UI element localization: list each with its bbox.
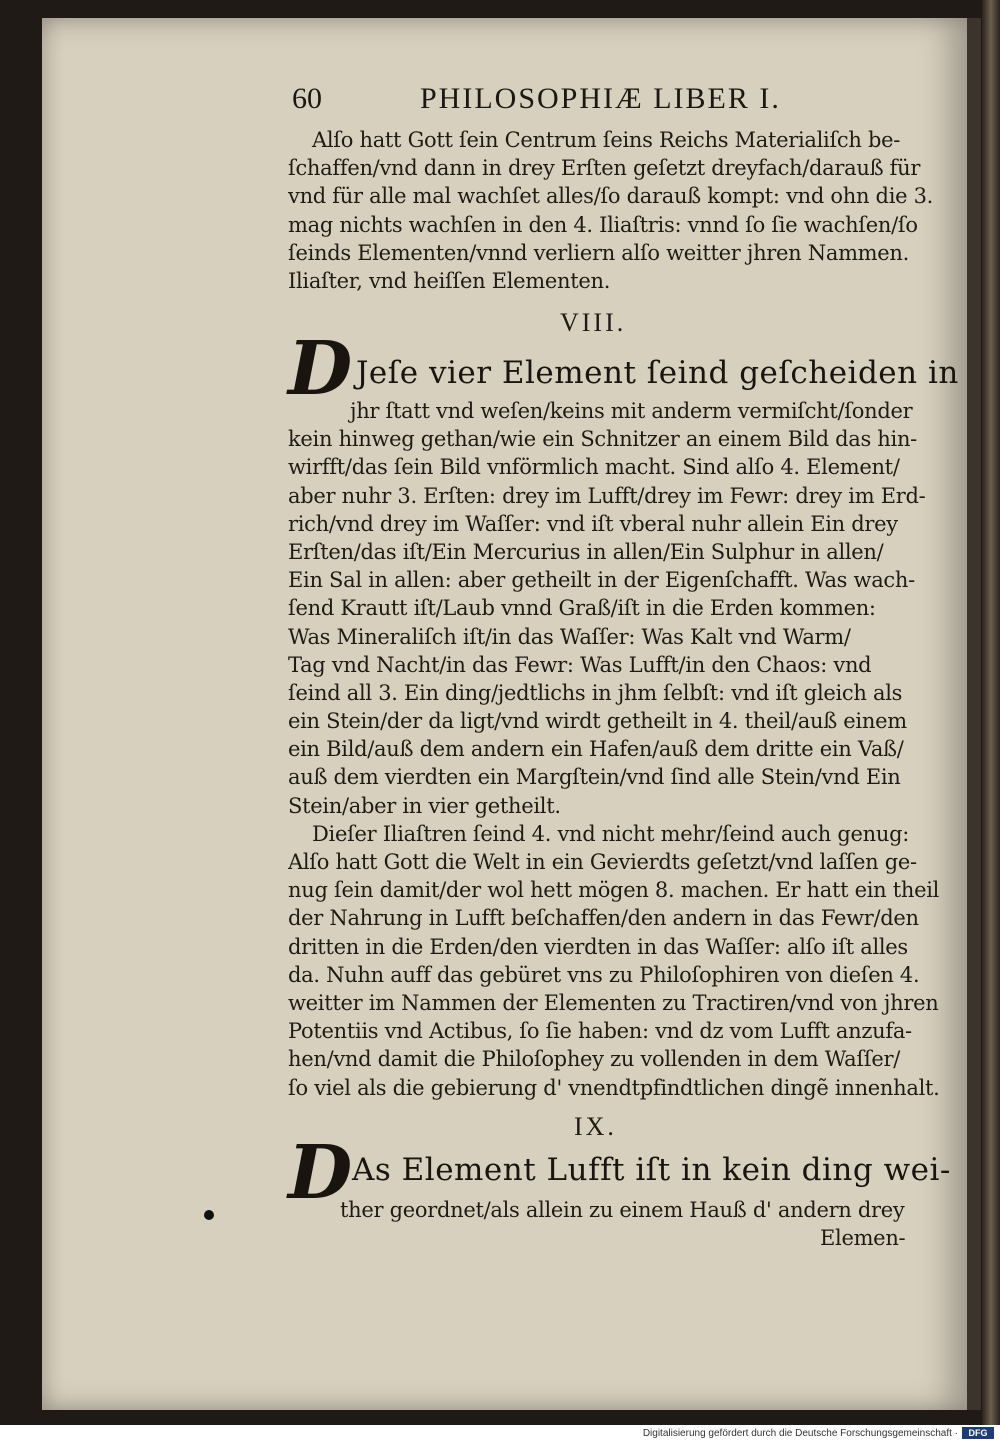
text-line: aber nuhr 3. Erſten: drey im Lufft/drey im Fewr: drey im Erd- bbox=[288, 483, 926, 508]
text-line: Iliaſter, vnd heiſſen Elementen. bbox=[288, 268, 611, 293]
section-viii-body bbox=[288, 397, 940, 1102]
text-line: vnd für alle mal wachſet alles/ſo darauß kompt: vnd ohn die 3. bbox=[288, 184, 934, 209]
section-first-line: Jeſe vier Element ſeind geſcheiden in bbox=[356, 355, 959, 391]
text-line: ſeinds Elementen/vnnd verliern alſo weitter jhren Nammen. bbox=[288, 240, 910, 265]
text-line: Potentiis vnd Actibus, ſo ſie haben: vnd dz vom Lufft anzufa- bbox=[288, 1019, 912, 1044]
text-line: jhr ſtatt vnd weſen/keins mit anderm vermiſcht/ſonder bbox=[350, 399, 913, 423]
page-header bbox=[292, 82, 852, 126]
text-line: ſo viel als die gebierung d' vnendtpfindtlichen dingẽ innenhalt. bbox=[288, 1075, 940, 1100]
text-line: Dieſer Iliaſtren ſeind 4. vnd nicht mehr/ſeind auch genug: bbox=[312, 821, 910, 846]
section-heading-ix: IX. bbox=[574, 1112, 617, 1141]
page-number: 60 bbox=[292, 82, 322, 115]
section-heading-viii: VIII. bbox=[560, 308, 627, 337]
book-spine-edge bbox=[982, 0, 1000, 1425]
text-line: mag nichts wachſen in den 4. Iliaſtris: vnnd ſo ſie wachſen/ſo bbox=[288, 212, 918, 237]
text-line: ein Bild/auß dem andern ein Hafen/auß dem dritte ein Vaß/ bbox=[288, 737, 904, 762]
text-line: Erſten/das iſt/Ein Mercurius in allen/Ein Sulphur in allen/ bbox=[288, 539, 884, 564]
text-line: Was Mineraliſch iſt/in das Waſſer: Was Kalt vnd Warm/ bbox=[288, 624, 851, 649]
text-line: wirfft/das ſein Bild vnförmlich macht. Sind alſo 4. Element/ bbox=[288, 455, 900, 480]
section-ix-body bbox=[288, 1196, 905, 1252]
text-line: ther geordnet/als allein zu einem Hauß d' andern drey bbox=[340, 1198, 905, 1222]
running-title: PHILOSOPHIÆ LIBER I. bbox=[420, 82, 781, 115]
text-line: auß dem vierdten ein Margſtein/vnd ſind alle Stein/vnd Ein bbox=[288, 765, 901, 790]
paragraph-intro bbox=[288, 126, 933, 295]
text-line: dritten in die Erden/den vierdten in das Waſſer: alſo iſt alles bbox=[288, 934, 908, 959]
text-line: kein hinweg gethan/wie ein Schnitzer an einem Bild das hin- bbox=[288, 427, 917, 452]
ink-spot bbox=[204, 1210, 214, 1220]
text-line: Tag vnd Nacht/in das Fewr: Was Lufft/in den Chaos: vnd bbox=[288, 652, 872, 677]
text-line: hen/vnd damit die Philoſophey zu vollenden in dem Waſſer/ bbox=[288, 1047, 900, 1072]
text-line: der Nahrung in Lufft beſchaffen/den andern in das Fewr/den bbox=[288, 906, 919, 931]
text-line: ſend Krautt iſt/Laub vnnd Graß/iſt in die Erden kommen: bbox=[288, 596, 876, 621]
text-line: da. Nuhn auff das gebüret vns zu Philoſophiren von dieſen 4. bbox=[288, 962, 920, 987]
text-line: ſeind all 3. Ein ding/jedtlichs in jhm ſelbſt: vnd iſt gleich als bbox=[288, 680, 903, 705]
text-line: Alſo hatt Gott die Welt in ein Gevierdts geſetzt/vnd laſſen ge- bbox=[288, 850, 917, 874]
dfg-logo: DFG bbox=[962, 1427, 994, 1439]
text-line: weitter im Nammen der Elementen zu Tractiren/vnd von jhren bbox=[288, 990, 939, 1015]
text-line: Alſo hatt Gott ſein Centrum ſeins Reichs Materialiſch be- bbox=[312, 128, 901, 152]
text-line: ſchaffen/vnd dann in drey Erſten geſetzt dreyfach/darauß für bbox=[288, 156, 921, 181]
text-line: Ein Sal in allen: aber getheilt in der Eigenſchafft. Was wach- bbox=[288, 568, 915, 593]
decorated-initial: D bbox=[288, 326, 353, 412]
text-line: rich/vnd drey im Waſſer: vnd iſt vberal nuhr allein Ein drey bbox=[288, 511, 898, 536]
funding-credit: Digitalisierung gefördert durch die Deutsche Forschungsgemeinschaft · bbox=[642, 1428, 958, 1439]
section-first-line: As Element Lufft iſt in kein ding wei- bbox=[352, 1152, 951, 1188]
decorated-initial: D bbox=[288, 1130, 353, 1216]
digitization-footer bbox=[0, 1425, 1000, 1442]
text-line: ein Stein/der da ligt/vnd wirdt getheilt in 4. theil/auß einem bbox=[288, 709, 907, 734]
text-line: Stein/aber in vier getheilt. bbox=[288, 793, 561, 818]
catchword: Elemen- bbox=[820, 1226, 906, 1251]
text-line: nug ſein damit/der wol hett mögen 8. machen. Er hatt ein theil bbox=[288, 878, 940, 903]
